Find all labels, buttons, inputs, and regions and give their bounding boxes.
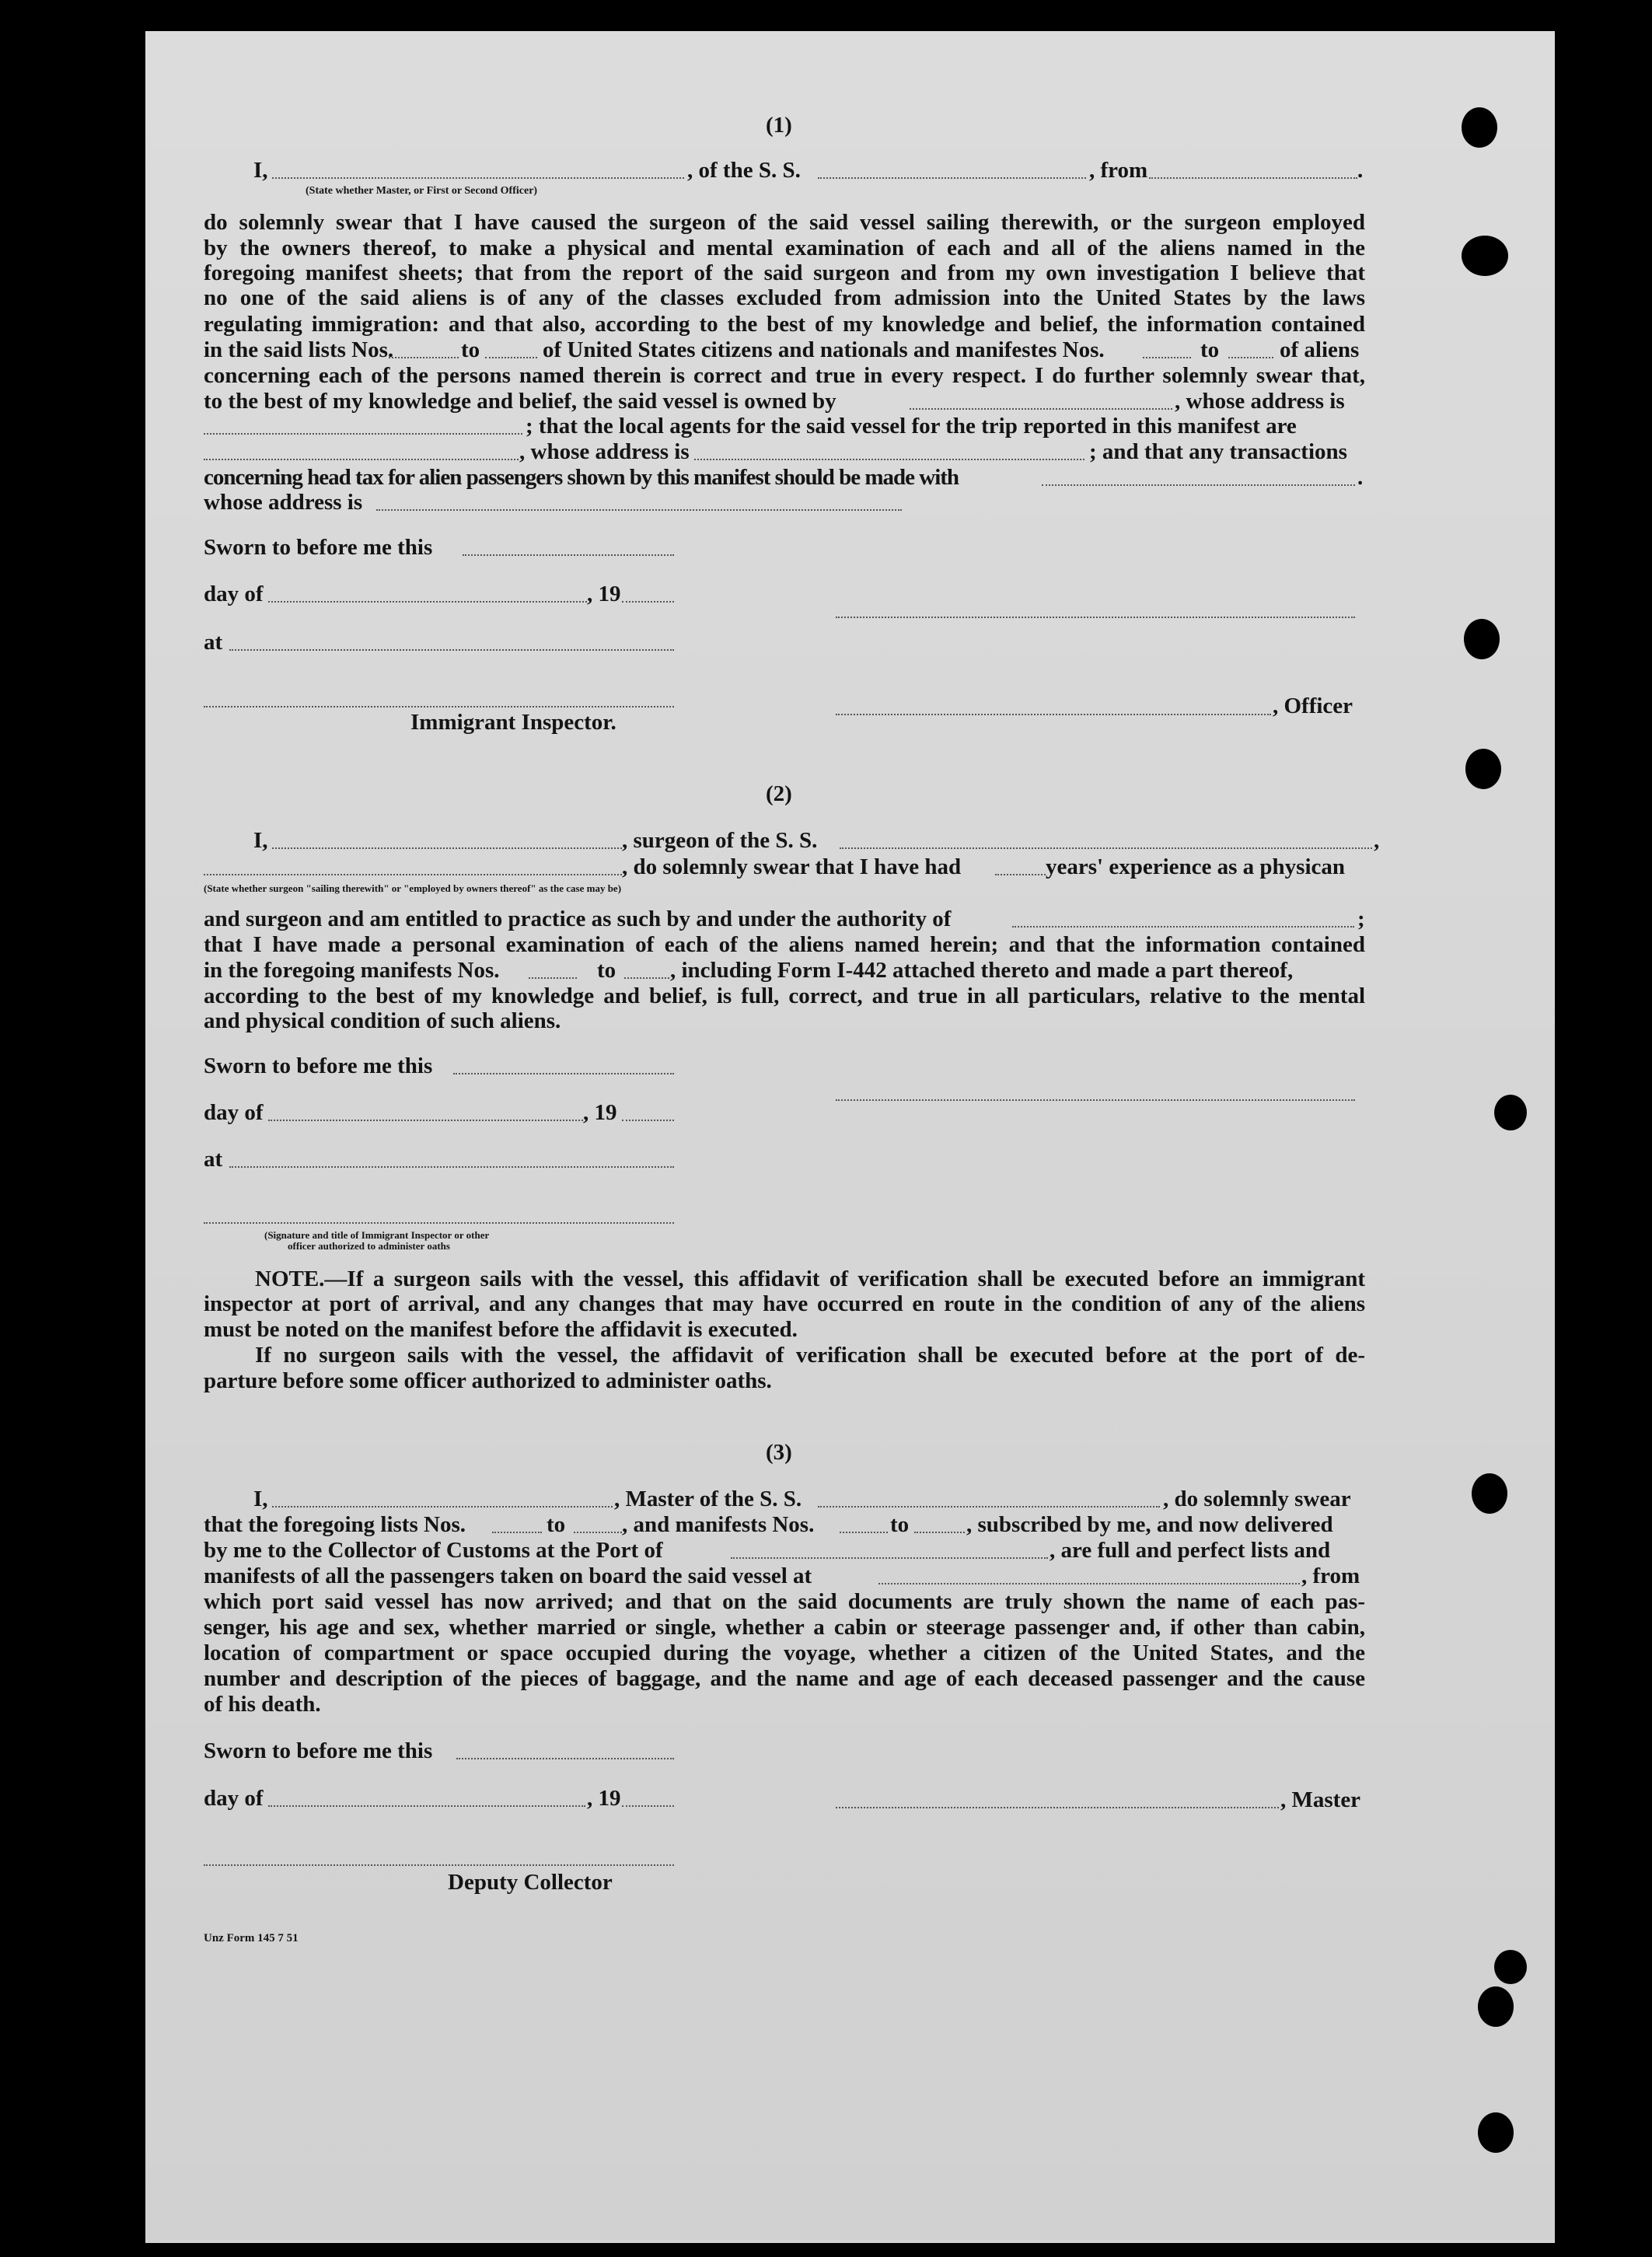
punctuation: ; [1357,907,1365,931]
lists-to-field[interactable] [574,1532,622,1533]
manifests-to-field[interactable] [624,977,669,979]
head-tax-field[interactable] [1042,484,1355,486]
authority-field[interactable] [1012,926,1354,928]
location-field[interactable] [229,1166,674,1168]
year-label: , 19 [587,582,621,606]
note-text: If no surgeon sails with the vessel, the affidavit of verification shall be executed before at the port of de- [255,1343,1365,1368]
surgeon-of-ss-label: , surgeon of the S. S. [622,828,818,853]
master-signature-line[interactable] [836,1807,1279,1808]
surgeon-name-field[interactable] [272,847,622,849]
oath-text: , from [1301,1563,1360,1588]
punctuation: . [1357,465,1364,490]
punch-hole [1478,2112,1514,2153]
oath-text: , do solemnly swear [1163,1487,1351,1511]
sworn-label: Sworn to before me this [204,1738,433,1763]
oath-text: , do solemnly swear that I have had [622,854,962,879]
manifests-from-field[interactable] [1143,357,1191,358]
port-field[interactable] [731,1557,1048,1559]
officer-rank-note: (State whether Master, or First or Second Officer) [306,185,538,197]
punch-hole [1464,619,1500,659]
at-label: at [204,630,223,655]
to-label: to [461,337,480,362]
owner-field[interactable] [910,408,1172,410]
agents-address-label: , whose address is [519,439,690,464]
oath-text: which port said vessel has now arrived; and that on the said documents are truly shown the name of each pas- [204,1589,1365,1614]
manifests-to-field[interactable] [1228,357,1273,358]
head-tax-label: concerning head tax for alien passengers shown by this manifest should be made with [204,465,959,490]
oath-text: , including Form I-442 attached thereto and made a part thereof, [670,958,1294,983]
lists-nos-label: that the foregoing lists Nos. [204,1512,466,1537]
day-of-label: day of [204,1100,264,1125]
master-of-ss-label: , Master of the S. S. [614,1487,802,1511]
to-label: to [1200,337,1220,362]
oath-text: number and description of the pieces of baggage, and the name and age of each deceased passenger and the cause [204,1666,1365,1691]
departure-port-field[interactable] [878,1583,1300,1584]
oath-text: that I have made a personal examination of each of the aliens named herein; and that the information contained [204,932,1365,957]
inspector-label: Immigrant Inspector. [410,710,616,735]
collector-label: Deputy Collector [448,1870,613,1895]
master-label: , Master [1280,1787,1361,1812]
of-aliens-label: of aliens [1280,337,1360,362]
year-field[interactable] [622,1805,674,1807]
punch-hole [1494,1095,1527,1130]
officer-name-field[interactable] [272,177,684,179]
sworn-label: Sworn to before me this [204,1053,433,1078]
vessel-name-field[interactable] [840,847,1372,849]
signature-caption: officer authorized to administer oaths [288,1240,450,1252]
manifests-nos-label: , and manifests Nos. [622,1512,815,1537]
note-text: inspector at port of arrival, and any changes that may have occurred en route in the condition of any of the aliens [204,1291,1365,1316]
oath-text: according to the best of my knowledge and belief, is full, correct, and true in all particulars, relative to the mental [204,984,1365,1008]
sworn-date-field[interactable] [463,554,674,556]
lists-from-field[interactable] [389,357,459,358]
officer-label: , Officer [1273,694,1353,718]
collector-signature-line[interactable] [204,1864,674,1866]
head-tax-address-field[interactable] [376,509,902,511]
oath-text: location of compartment or space occupied during the voyage, whether a citizen of the United States, and the [204,1640,1365,1665]
section-1-number: (1) [766,113,792,138]
year-field[interactable] [622,601,674,603]
owner-address-field[interactable] [204,433,522,435]
oath-text: ; that the local agents for the said vessel for the trip reported in this manifest are [526,414,1297,438]
sworn-date-field[interactable] [456,1758,674,1759]
to-label: to [547,1512,566,1537]
oath-text: do solemnly swear that I have caused the surgeon of the said vessel sailing therewith, or the surgeon employed [204,210,1365,235]
oath-text: , subscribed by me, and now delivered [966,1512,1333,1537]
year-field[interactable] [622,1120,674,1121]
month-field[interactable] [268,1805,585,1807]
manifests-nos-label: in the foregoing manifests Nos. [204,958,500,983]
section-3-number: (3) [766,1440,792,1465]
section-2-number: (2) [766,781,792,806]
to-label: to [890,1512,910,1537]
punch-hole [1478,1986,1514,2027]
inspector-signature-line[interactable] [204,706,674,707]
of-ss-label: , of the S. S. [687,158,801,183]
location-field[interactable] [229,649,674,651]
owned-by-label: to the best of my knowledge and belief, the said vessel is owned by [204,389,836,414]
oath-text: concerning each of the persons named therein is correct and true in every respect. I do further solemnly swear that, [204,363,1365,388]
manifests-from-field[interactable] [840,1532,888,1533]
oath-text: of his death. [204,1692,321,1717]
year-label: , 19 [583,1100,617,1125]
vessel-at-label: manifests of all the passengers taken on board the said vessel at [204,1563,812,1588]
punch-hole [1494,1950,1527,1984]
oath-text: and physical condition of such aliens. [204,1008,561,1033]
oath-text: senger, his age and sex, whether married or single, whether a cabin or steerage passenger and, if other than cabin, [204,1615,1365,1640]
agents-address-field[interactable] [694,459,1084,460]
signature-line[interactable] [836,1099,1355,1101]
signature-line[interactable] [836,617,1355,618]
punctuation: . [1357,158,1364,183]
surgeon-status-field[interactable] [204,874,622,875]
punch-hole [1472,1473,1507,1514]
inspector-signature-line[interactable] [204,1222,674,1224]
lists-to-field[interactable] [485,357,537,358]
note-text: must be noted on the manifest before the affidavit is executed. [204,1317,798,1342]
owner-address-label: , whose address is [1175,389,1345,414]
port-label: by me to the Collector of Customs at the Port of [204,1538,663,1563]
officer-signature-line[interactable] [836,714,1271,715]
punch-hole [1462,236,1508,276]
deponent-label: I, [253,828,268,853]
vessel-name-field[interactable] [818,177,1086,179]
note-text: parture before some officer authorized to administer oaths. [204,1368,772,1393]
manifests-to-field[interactable] [914,1532,965,1533]
form-identifier: Unz Form 145 7 51 [204,1932,299,1944]
oath-text: , are full and perfect lists and [1050,1538,1331,1563]
port-from-field[interactable] [1149,177,1357,179]
oath-text: no one of the said aliens is of any of the classes excluded from admission into the United States by the laws [204,285,1365,310]
from-label: , from [1089,158,1148,183]
oath-text: and surgeon and am entitled to practice as such by and under the authority of [204,907,952,931]
to-label: to [597,958,616,983]
master-name-field[interactable] [272,1506,613,1508]
month-field[interactable] [268,1120,583,1121]
years-experience-field[interactable] [995,874,1046,875]
vessel-name-field[interactable] [818,1506,1160,1508]
sworn-date-field[interactable] [453,1073,674,1074]
deponent-label: I, [253,1487,268,1511]
oath-text: by the owners thereof, to make a physical and mental examination of each and all of the aliens named in the [204,236,1365,260]
note-text: NOTE.—If a surgeon sails with the vessel, this affidavit of verification shall be executed before an immigrant [255,1267,1365,1291]
day-of-label: day of [204,582,264,606]
signature-caption: (Signature and title of Immigrant Inspector or other [264,1229,490,1241]
manifests-nos-label: of United States citizens and nationals and manifestes Nos. [543,337,1105,362]
manifests-from-field[interactable] [529,977,577,979]
day-of-label: day of [204,1786,264,1811]
whose-address-label: whose address is [204,490,363,515]
at-label: at [204,1147,223,1172]
lists-nos-label: in the said lists Nos. [204,337,394,362]
year-label: , 19 [587,1786,621,1811]
month-field[interactable] [268,601,587,603]
sworn-label: Sworn to before me this [204,535,433,560]
punch-hole [1465,749,1501,789]
oath-text: ; and that any transactions [1089,439,1347,464]
punch-hole [1462,107,1497,148]
oath-text: regulating immigration: and that also, according to the best of my knowledge and belief, the information contained [204,312,1365,337]
lists-from-field[interactable] [492,1532,542,1533]
surgeon-status-note: (State whether surgeon "sailing therewith" or "employed by owners thereof" as the case may be) [204,882,622,894]
oath-text: foregoing manifest sheets; that from the report of the said surgeon and from my own investigation I believe that [204,260,1365,285]
punctuation: , [1374,828,1380,853]
oath-text: years' experience as a physican [1046,854,1346,879]
agents-field[interactable] [204,459,519,460]
deponent-label: I, [253,158,268,183]
